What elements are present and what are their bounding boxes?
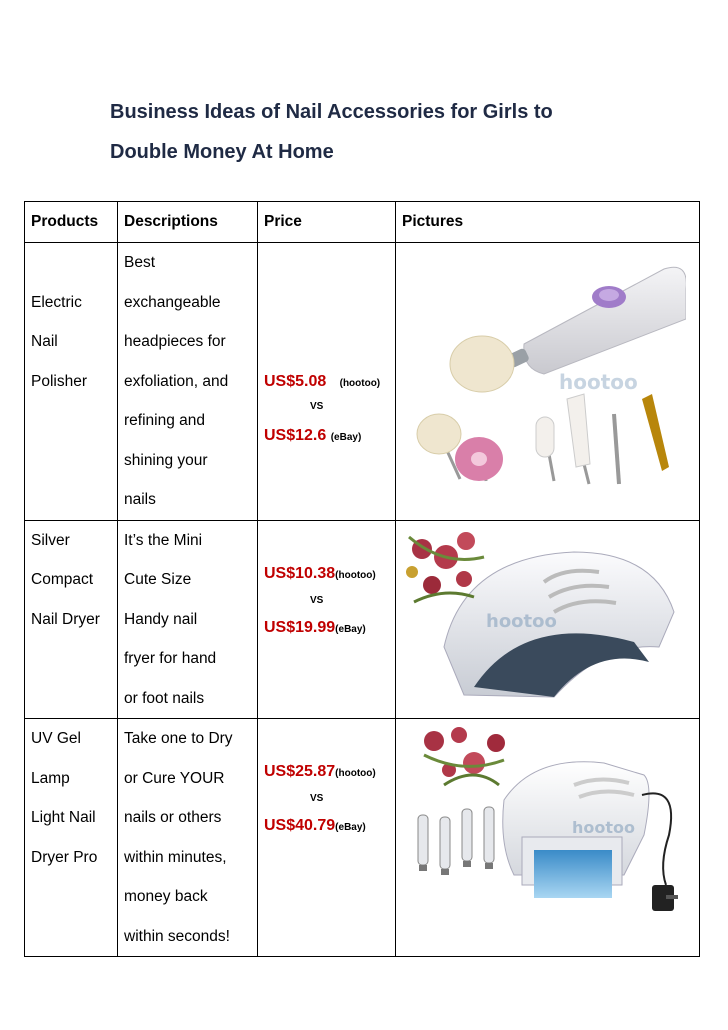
description-cell: Take one to Dry or Cure YOUR nails or others within minutes, money back within seconds! [118,719,258,957]
header-descriptions: Descriptions [118,202,258,243]
nail-dryer-image [404,527,686,705]
vs-label: VS [310,401,324,412]
price-ebay: US$12.6 (eBay) [264,427,362,444]
title-line-2: Double Money At Home [110,141,334,163]
picture-cell [396,243,700,521]
title-line-1: Business Ideas of Nail Accessories for Girls to [110,101,553,123]
products-table [24,201,700,957]
product-name: Silver [31,531,70,549]
price-hootoo: US$10.38(hootoo) [264,564,376,582]
price-hootoo: US$5.08 (hootoo) [264,373,381,390]
uv-gel-lamp-image [404,725,686,935]
price-ebay: US$40.79(eBay) [264,817,366,834]
product-name: Nail [31,333,58,350]
price-cell [258,719,396,957]
price-cell [258,520,396,719]
svg-text:hootoo: hootoo [559,370,638,394]
product-name: Compact [31,571,94,588]
table-row [25,243,700,521]
price-hootoo: US$25.87(hootoo) [264,763,376,780]
product-name: Polisher [31,372,87,390]
product-name: Dryer Pro [31,848,98,866]
description-cell: Best exchangeable headpieces for exfoliation, and refining and shining your nails [118,243,258,521]
product-name: Nail Dryer [31,610,100,628]
table-header-row [25,202,700,243]
table-row [25,719,700,957]
document-title [110,92,670,172]
header-pictures: Pictures [396,202,700,243]
vs-label: VS [310,594,324,606]
electric-nail-polisher-image [404,249,686,499]
description-cell: It’s the Mini Cute Size Handy nail fryer for hand or foot nails [118,520,258,719]
product-cell [25,719,118,957]
vs-label: VS [310,793,324,804]
product-name: Light Nail [31,809,96,826]
price-ebay: US$19.99(eBay) [264,618,366,636]
svg-text:hootoo: hootoo [572,818,636,837]
picture-cell [396,719,700,957]
product-cell [25,520,118,719]
product-name: Lamp [31,769,70,787]
header-price: Price [258,202,396,243]
price-cell [258,243,396,521]
header-products: Products [25,202,118,243]
svg-text:hootoo: hootoo [486,610,557,632]
product-cell [25,243,118,521]
table-row [25,520,700,719]
product-name: UV Gel [31,730,81,747]
product-name: Electric [31,293,82,311]
picture-cell [396,520,700,719]
